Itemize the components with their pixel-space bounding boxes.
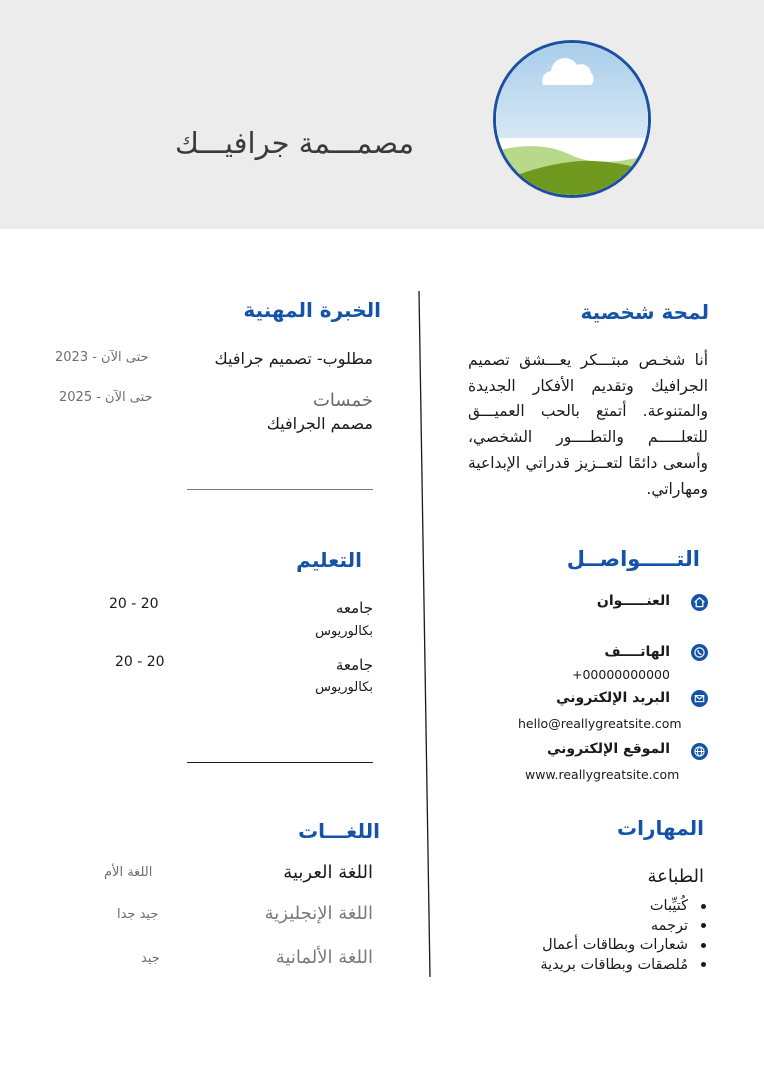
language-1-level: اللغة الأم (104, 865, 153, 880)
skills-list (540, 897, 706, 975)
language-2-name: اللغة الإنجليزية (264, 903, 373, 924)
skills-category: الطباعة (647, 866, 704, 887)
experience-separator (187, 489, 373, 490)
job-title: مصمـــمة جرافيـــك (175, 126, 414, 160)
education-separator (187, 762, 373, 763)
skills-heading: المهارات (617, 816, 704, 840)
skill-item: مُلصقات وبطاقات بريدية (540, 956, 706, 976)
languages-heading: اللغـــات (298, 819, 380, 843)
skill-item: كُتيِّبات (540, 897, 706, 917)
language-3-name: اللغة الألمانية (275, 947, 373, 968)
contact-website-label: الموقع الإلكتروني (547, 741, 670, 757)
profile-bio: أنا شخـص مبتـــكر يعـــشق تصميم الجرافيك وتقديم الأفكار الجديدة والمتنوعة. أتمتع بالحب العميـــق للتعلـــــم والتطــــور الشخصي، وأسعى دائمًا لتعــزيز قدراتي الإبداعية ومهاراتي. (468, 351, 708, 498)
experience-item-1-date: حتى الآن - 2023 (55, 350, 149, 365)
education-item-2-school: جامعة (335, 656, 373, 674)
home-icon (691, 594, 708, 611)
skill-item: شعارات وبطاقات أعمال (540, 936, 706, 956)
profile-photo (493, 40, 651, 198)
experience-item-2-company: خمسات (312, 390, 373, 411)
profile-heading: لمحة شخصية (580, 300, 709, 324)
education-item-1-school: جامعه (335, 599, 373, 617)
bullet-icon (701, 904, 706, 909)
vertical-divider (418, 291, 432, 977)
landscape-placeholder-icon (496, 43, 648, 195)
contact-email-label: البريد الإلكتروني (556, 690, 670, 706)
language-1-name: اللغة العربية (283, 862, 373, 883)
language-3-level: جيد (141, 951, 160, 966)
education-item-2-date: 20 - 20 (115, 654, 165, 670)
contact-heading: التـــــواصــل (566, 547, 700, 571)
phone-icon (691, 644, 708, 661)
skill-item: ترجمه (540, 917, 706, 937)
experience-item-2-date: حتى الآن - 2025 (59, 390, 153, 405)
experience-item-2-title: مصمم الجرافيك (266, 414, 373, 433)
contact-website-value[interactable]: www.reallygreatsite.com (525, 767, 680, 782)
education-item-1-date: 20 - 20 (109, 596, 159, 612)
bullet-icon (701, 962, 706, 967)
education-heading: التعليم (296, 548, 362, 572)
bullet-icon (701, 943, 706, 948)
bullet-icon (701, 923, 706, 928)
mail-icon (691, 690, 708, 707)
language-2-level: جيد جدا (117, 907, 159, 922)
education-item-1-degree: بكالوريوس (315, 624, 373, 639)
experience-heading: الخبرة المهنية (243, 298, 381, 322)
contact-email-value[interactable]: hello@reallygreatsite.com (518, 716, 682, 731)
contact-address-label: العنـــــوان (596, 593, 670, 609)
education-item-2-degree: بكالوريوس (315, 680, 373, 695)
experience-item-1-title: مطلوب- تصميم جرافيك (214, 349, 373, 368)
contact-phone-value[interactable]: +00000000000 (572, 667, 670, 682)
contact-phone-label: الهاتــــف (604, 644, 670, 660)
globe-icon (691, 743, 708, 760)
